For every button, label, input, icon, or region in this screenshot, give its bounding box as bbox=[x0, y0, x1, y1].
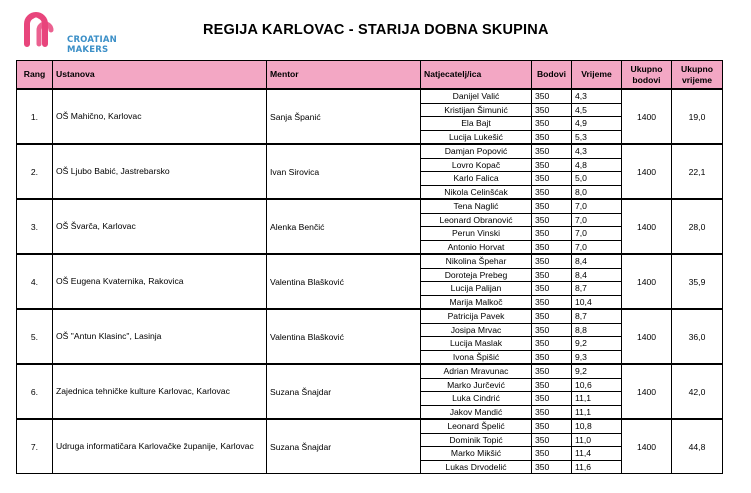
competitor-name-cell: Lovro Kopač bbox=[421, 158, 532, 172]
rank-cell: 4. bbox=[17, 254, 53, 309]
logo-line-2: MAKERS bbox=[67, 44, 109, 55]
institution-cell: Zajednica tehničke kulture Karlovac, Karlovac bbox=[53, 364, 267, 419]
competitor-name-cell: Danijel Valić bbox=[421, 89, 532, 103]
time-cell: 11,6 bbox=[572, 460, 622, 474]
total-time-cell: 44,8 bbox=[672, 419, 723, 474]
competitor-name-cell: Nikolina Špehar bbox=[421, 254, 532, 268]
total-points-cell: 1400 bbox=[622, 254, 672, 309]
competitor-name-cell: Luka Cindrić bbox=[421, 392, 532, 406]
points-cell: 350 bbox=[532, 103, 572, 117]
col-header-bodovi: Bodovi bbox=[532, 61, 572, 90]
time-cell: 10,8 bbox=[572, 419, 622, 433]
points-cell: 350 bbox=[532, 282, 572, 296]
points-cell: 350 bbox=[532, 158, 572, 172]
col-header-natjecatelj: Natjecatelj/ica bbox=[421, 61, 532, 90]
total-points-cell: 1400 bbox=[622, 309, 672, 364]
competitor-name-cell: Antonio Horvat bbox=[421, 240, 532, 254]
points-cell: 350 bbox=[532, 405, 572, 419]
col-header-ukupno-vrijeme: Ukupno vrijeme bbox=[672, 61, 723, 90]
points-cell: 350 bbox=[532, 117, 572, 131]
competitor-name-cell: Damjan Popović bbox=[421, 144, 532, 158]
points-cell: 350 bbox=[532, 213, 572, 227]
competitor-name-cell: Ela Bajt bbox=[421, 117, 532, 131]
total-points-cell: 1400 bbox=[622, 144, 672, 199]
points-cell: 350 bbox=[532, 185, 572, 199]
time-cell: 4,3 bbox=[572, 144, 622, 158]
competitor-name-cell: Lukas Drvodelić bbox=[421, 460, 532, 474]
time-cell: 11,4 bbox=[572, 447, 622, 461]
time-cell: 7,0 bbox=[572, 213, 622, 227]
competitor-name-cell: Jakov Mandić bbox=[421, 405, 532, 419]
points-cell: 350 bbox=[532, 419, 572, 433]
points-cell: 350 bbox=[532, 268, 572, 282]
time-cell: 9,2 bbox=[572, 364, 622, 378]
total-time-cell: 19,0 bbox=[672, 89, 723, 144]
time-cell: 4,9 bbox=[572, 117, 622, 131]
table-row bbox=[17, 364, 723, 378]
table-row bbox=[17, 89, 723, 103]
competitor-name-cell: Tena Naglić bbox=[421, 199, 532, 213]
institution-cell: OŠ Ljubo Babić, Jastrebarsko bbox=[53, 144, 267, 199]
institution-cell: OŠ Eugena Kvaternika, Rakovica bbox=[53, 254, 267, 309]
points-cell: 350 bbox=[532, 433, 572, 447]
time-cell: 5,0 bbox=[572, 172, 622, 186]
table-row bbox=[17, 309, 723, 323]
competitor-name-cell: Josipa Mrvac bbox=[421, 323, 532, 337]
competitor-name-cell: Dominik Topić bbox=[421, 433, 532, 447]
time-cell: 8,4 bbox=[572, 268, 622, 282]
points-cell: 350 bbox=[532, 172, 572, 186]
table-header-row bbox=[17, 61, 723, 90]
competitor-name-cell: Nikola Celinšćak bbox=[421, 185, 532, 199]
competitor-name-cell: Karlo Falica bbox=[421, 172, 532, 186]
rank-cell: 5. bbox=[17, 309, 53, 364]
time-cell: 9,2 bbox=[572, 337, 622, 351]
points-cell: 350 bbox=[532, 295, 572, 309]
points-cell: 350 bbox=[532, 392, 572, 406]
competitor-name-cell: Marko Mikšić bbox=[421, 447, 532, 461]
table-row bbox=[17, 199, 723, 213]
results-table bbox=[16, 60, 723, 474]
total-points-cell: 1400 bbox=[622, 364, 672, 419]
competitor-name-cell: Lucija Lukešić bbox=[421, 130, 532, 144]
total-points-cell: 1400 bbox=[622, 199, 672, 254]
total-time-cell: 28,0 bbox=[672, 199, 723, 254]
competitor-name-cell: Marija Malkoč bbox=[421, 295, 532, 309]
time-cell: 8,7 bbox=[572, 309, 622, 323]
table-row bbox=[17, 144, 723, 158]
total-time-cell: 35,9 bbox=[672, 254, 723, 309]
time-cell: 8,0 bbox=[572, 185, 622, 199]
total-points-cell: 1400 bbox=[622, 419, 672, 474]
competitor-name-cell: Leonard Obranović bbox=[421, 213, 532, 227]
time-cell: 11,1 bbox=[572, 392, 622, 406]
col-header-rang: Rang bbox=[17, 61, 53, 90]
points-cell: 350 bbox=[532, 89, 572, 103]
points-cell: 350 bbox=[532, 323, 572, 337]
time-cell: 11,1 bbox=[572, 405, 622, 419]
rank-cell: 7. bbox=[17, 419, 53, 474]
time-cell: 10,6 bbox=[572, 378, 622, 392]
time-cell: 7,0 bbox=[572, 199, 622, 213]
rank-cell: 2. bbox=[17, 144, 53, 199]
points-cell: 350 bbox=[532, 227, 572, 241]
total-time-cell: 36,0 bbox=[672, 309, 723, 364]
col-header-ustanova: Ustanova bbox=[53, 61, 267, 90]
competitor-name-cell: Ivona Špišić bbox=[421, 350, 532, 364]
time-cell: 7,0 bbox=[572, 240, 622, 254]
time-cell: 8,4 bbox=[572, 254, 622, 268]
competitor-name-cell: Doroteja Prebeg bbox=[421, 268, 532, 282]
logo-text bbox=[67, 36, 117, 55]
points-cell: 350 bbox=[532, 337, 572, 351]
time-cell: 11,0 bbox=[572, 433, 622, 447]
points-cell: 350 bbox=[532, 460, 572, 474]
institution-cell: OŠ Švarča, Karlovac bbox=[53, 199, 267, 254]
page-title: REGIJA KARLOVAC - STARIJA DOBNA SKUPINA bbox=[203, 22, 549, 38]
col-header-vrijeme: Vrijeme bbox=[572, 61, 622, 90]
competitor-name-cell: Kristijan Šimunić bbox=[421, 103, 532, 117]
competitor-name-cell: Leonard Špelić bbox=[421, 419, 532, 433]
rank-cell: 3. bbox=[17, 199, 53, 254]
mentor-cell: Ivan Sirovica bbox=[267, 144, 421, 199]
points-cell: 350 bbox=[532, 144, 572, 158]
time-cell: 5,3 bbox=[572, 130, 622, 144]
time-cell: 7,0 bbox=[572, 227, 622, 241]
time-cell: 9,3 bbox=[572, 350, 622, 364]
table-body bbox=[17, 89, 723, 474]
points-cell: 350 bbox=[532, 199, 572, 213]
competitor-name-cell: Patricija Pavek bbox=[421, 309, 532, 323]
institution-cell: OŠ Mahično, Karlovac bbox=[53, 89, 267, 144]
croatian-makers-logo bbox=[22, 10, 117, 55]
points-cell: 350 bbox=[532, 364, 572, 378]
time-cell: 4,8 bbox=[572, 158, 622, 172]
mentor-cell: Valentina Blašković bbox=[267, 254, 421, 309]
time-cell: 4,3 bbox=[572, 89, 622, 103]
time-cell: 8,8 bbox=[572, 323, 622, 337]
competitor-name-cell: Adrian Mravunac bbox=[421, 364, 532, 378]
rank-cell: 6. bbox=[17, 364, 53, 419]
col-header-ukupno-bodovi: Ukupno bodovi bbox=[622, 61, 672, 90]
table-row bbox=[17, 419, 723, 433]
points-cell: 350 bbox=[532, 350, 572, 364]
mentor-cell: Alenka Benčić bbox=[267, 199, 421, 254]
total-time-cell: 42,0 bbox=[672, 364, 723, 419]
institution-cell: OŠ "Antun Klasinc", Lasinja bbox=[53, 309, 267, 364]
points-cell: 350 bbox=[532, 254, 572, 268]
mentor-cell: Suzana Šnajdar bbox=[267, 364, 421, 419]
institution-cell: Udruga informatičara Karlovačke županije, Karlovac bbox=[53, 419, 267, 474]
mentor-cell: Sanja Španić bbox=[267, 89, 421, 144]
points-cell: 350 bbox=[532, 309, 572, 323]
table-row bbox=[17, 254, 723, 268]
competitor-name-cell: Marko Jurčević bbox=[421, 378, 532, 392]
mentor-cell: Suzana Šnajdar bbox=[267, 419, 421, 474]
time-cell: 10,4 bbox=[572, 295, 622, 309]
points-cell: 350 bbox=[532, 130, 572, 144]
col-header-mentor: Mentor bbox=[267, 61, 421, 90]
time-cell: 4,5 bbox=[572, 103, 622, 117]
points-cell: 350 bbox=[532, 378, 572, 392]
logo-line-1: CROATIAN bbox=[67, 35, 117, 45]
points-cell: 350 bbox=[532, 240, 572, 254]
competitor-name-cell: Lucija Palijan bbox=[421, 282, 532, 296]
competitor-name-cell: Perun Vinski bbox=[421, 227, 532, 241]
total-time-cell: 22,1 bbox=[672, 144, 723, 199]
mentor-cell: Valentina Blašković bbox=[267, 309, 421, 364]
rank-cell: 1. bbox=[17, 89, 53, 144]
competitor-name-cell: Lucija Maslak bbox=[421, 337, 532, 351]
croatian-makers-logo-icon bbox=[22, 10, 66, 50]
total-points-cell: 1400 bbox=[622, 89, 672, 144]
time-cell: 8,7 bbox=[572, 282, 622, 296]
points-cell: 350 bbox=[532, 447, 572, 461]
